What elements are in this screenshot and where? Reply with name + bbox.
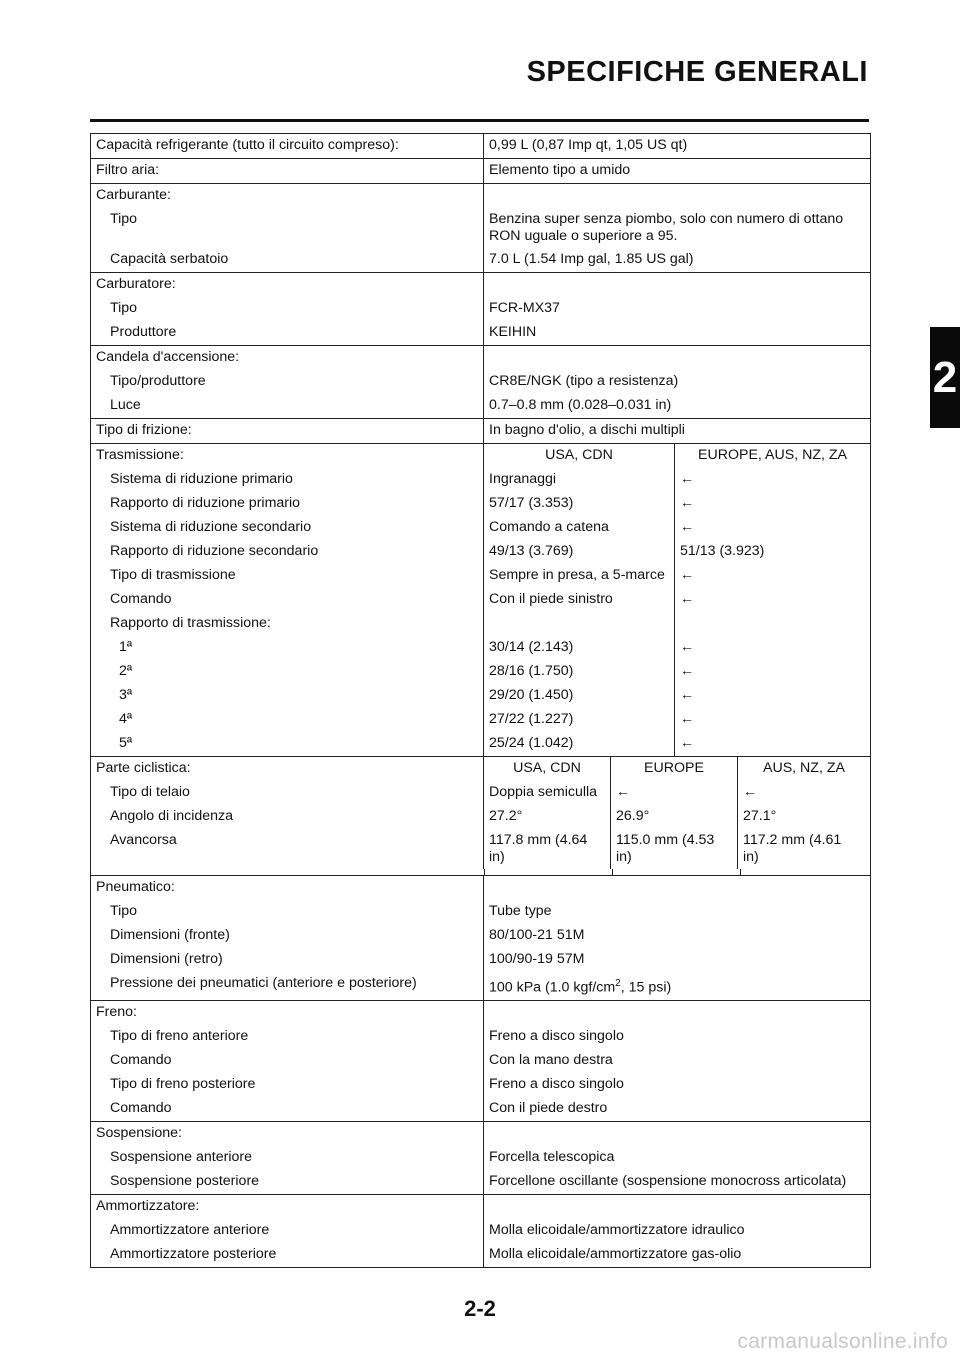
group-suspension (91, 1122, 870, 1195)
row-value (611, 829, 738, 869)
table-row (91, 612, 870, 636)
column-header: AUS, NZ, ZA (763, 760, 845, 776)
value-line: in) (743, 849, 759, 865)
chapter-tab: 2 (930, 327, 960, 428)
row-value: Con la mano destra (489, 1051, 613, 1068)
group-clutch (91, 419, 870, 444)
column-header: USA, CDN (484, 757, 611, 781)
row-label: Ammortizzatore anteriore (91, 1219, 484, 1243)
table-row (91, 636, 870, 660)
row-value: Molla elicoidale/ammortizzatore idraulico (489, 1221, 745, 1238)
row-label: Tipo di freno posteriore (91, 1073, 484, 1097)
row-value: Forcellone oscillante (sospensione monocross articolata) (489, 1172, 847, 1189)
group-transmission (91, 444, 870, 757)
table-row (91, 948, 870, 972)
group-coolant (91, 134, 870, 159)
same-as-left-arrow: ← (680, 663, 695, 679)
row-label: Rapporto di riduzione secondario (91, 540, 484, 564)
row-value: 100/90-19 57M (489, 951, 585, 967)
table-row (91, 588, 870, 612)
row-value (484, 208, 870, 248)
row-label: Sistema di riduzione secondario (91, 516, 484, 540)
group-brake (91, 1001, 870, 1122)
row-label: Tipo/produttore (91, 370, 484, 394)
group-heading: Freno: (91, 1001, 484, 1025)
value-line: 117.2 mm (4.61 (743, 832, 842, 848)
row-label: Sospensione posteriore (91, 1170, 484, 1194)
row-label: Tipo di freno anteriore (91, 1025, 484, 1049)
table-row (91, 370, 870, 394)
row-label: Tipo di telaio (91, 781, 484, 805)
table-row (91, 564, 870, 588)
row-label: Tipo di trasmissione (91, 564, 484, 588)
page-title: SPECIFICHE GENERALI (526, 56, 868, 88)
table-row (91, 1122, 870, 1146)
value-line: in) (616, 849, 632, 865)
value-line: 117.8 mm (4.64 (489, 832, 588, 848)
group-carburetor (91, 273, 870, 346)
row-value: Con il piede destro (489, 1099, 608, 1116)
same-as-left-arrow: ← (680, 639, 695, 655)
row-label: Sistema di riduzione primario (91, 468, 484, 492)
gear-label: 1ª (91, 636, 484, 660)
table-row (91, 134, 870, 158)
same-as-left-arrow: ← (680, 567, 695, 583)
same-as-left-arrow: ← (743, 784, 758, 800)
row-label: Rapporto di trasmissione: (91, 612, 484, 636)
row-label: Sospensione anteriore (91, 1146, 484, 1170)
same-as-left-arrow: ← (680, 735, 695, 751)
group-heading: Carburante: (91, 184, 484, 208)
table-row (91, 159, 870, 183)
row-label: Luce (91, 394, 484, 418)
table-row (91, 346, 870, 370)
row-value: 27.2° (484, 805, 611, 829)
title-rule (90, 119, 869, 122)
table-row (91, 1073, 870, 1097)
row-value: 0.7–0.8 mm (0.028–0.031 in) (489, 397, 672, 413)
table-row (91, 684, 870, 708)
table-row (91, 900, 870, 924)
table-row (91, 708, 870, 732)
group-chassis (91, 757, 870, 876)
table-row (91, 781, 870, 805)
table-row (91, 660, 870, 684)
row-label: Tipo (91, 900, 484, 924)
column-header: USA, CDN (484, 444, 675, 468)
row-value: 29/20 (1.450) (484, 684, 675, 708)
value-line: in) (489, 849, 505, 865)
same-as-left-arrow: ← (680, 495, 695, 511)
table-row (91, 1097, 870, 1121)
table-row (91, 1049, 870, 1073)
group-heading: Pneumatico: (91, 876, 484, 900)
table-row (91, 248, 870, 272)
same-as-left-arrow: ← (680, 711, 695, 727)
row-label: Pressione dei pneumatici (anteriore e posteriore) (91, 972, 484, 1000)
row-label: Avancorsa (91, 829, 484, 869)
row-label: Tipo (91, 208, 484, 248)
row-value: Freno a disco singolo (489, 1075, 624, 1092)
table-row (91, 394, 870, 418)
group-heading: Candela d'accensione: (91, 346, 484, 370)
table-row (91, 540, 870, 564)
table-row (91, 1146, 870, 1170)
table-row (91, 732, 870, 756)
row-label: Comando (91, 588, 484, 612)
row-label: Produttore (91, 321, 484, 345)
row-label: Capacità refrigerante (tutto il circuito compreso): (91, 134, 484, 158)
group-heading: Parte ciclistica: (91, 757, 484, 781)
table-row (91, 492, 870, 516)
row-value: 51/13 (3.923) (680, 543, 765, 559)
row-value: Elemento tipo a umido (489, 162, 631, 178)
table-row (91, 321, 870, 345)
group-heading: Trasmissione: (91, 444, 484, 468)
row-value: KEIHIN (489, 324, 537, 340)
row-label: Dimensioni (retro) (91, 948, 484, 972)
row-value: 7.0 L (1.54 Imp gal, 1.85 US gal) (489, 251, 694, 267)
table-row (91, 516, 870, 540)
row-label: Dimensioni (fronte) (91, 924, 484, 948)
row-value: 57/17 (3.353) (484, 492, 675, 516)
row-value: Freno a disco singolo (489, 1027, 624, 1044)
row-value (484, 829, 611, 869)
gear-label: 4ª (91, 708, 484, 732)
row-value: 28/16 (1.750) (484, 660, 675, 684)
group-tire (91, 876, 870, 1001)
row-label: Comando (91, 1097, 484, 1121)
table-row (91, 273, 870, 297)
row-value: Con il piede sinistro (484, 588, 675, 612)
group-heading: Ammortizzatore: (91, 1195, 484, 1219)
row-value: 49/13 (3.769) (484, 540, 675, 564)
group-heading: Carburatore: (91, 273, 484, 297)
row-value: 26.9° (611, 805, 738, 829)
table-row (91, 1243, 870, 1267)
table-row (91, 972, 870, 1000)
row-value: CR8E/NGK (tipo a resistenza) (489, 373, 679, 389)
table-row (91, 805, 870, 829)
page-number: 2-2 (464, 1296, 496, 1321)
row-value: Ingranaggi (484, 468, 675, 492)
row-value: 80/100-21 51M (489, 927, 585, 943)
table-row (91, 468, 870, 492)
row-value (738, 829, 870, 869)
row-value: Molla elicoidale/ammortizzatore gas-olio (489, 1245, 742, 1262)
group-air-filter (91, 159, 870, 184)
table-row (91, 444, 870, 468)
row-value: Comando a catena (484, 516, 675, 540)
gear-label: 3ª (91, 684, 484, 708)
row-value: Tube type (489, 903, 552, 919)
same-as-left-arrow: ← (680, 591, 695, 607)
spec-table (90, 133, 871, 1268)
table-row (91, 1195, 870, 1219)
table-row (91, 876, 870, 900)
table-row (91, 1219, 870, 1243)
value-line: RON uguale o superiore a 95. (489, 228, 678, 244)
table-row (91, 829, 870, 869)
row-label: Filtro aria: (91, 159, 484, 183)
table-row (91, 419, 870, 443)
row-label: Tipo di frizione: (91, 419, 484, 443)
row-label: Ammortizzatore posteriore (91, 1243, 484, 1267)
table-row (91, 297, 870, 321)
row-value: In bagno d'olio, a dischi multipli (489, 422, 685, 438)
row-value: 27.1° (743, 808, 777, 824)
row-label: Comando (91, 1049, 484, 1073)
row-value: 27/22 (1.227) (484, 708, 675, 732)
row-value: FCR-MX37 (489, 300, 560, 316)
row-label: Rapporto di riduzione primario (91, 492, 484, 516)
table-row (91, 208, 870, 248)
gear-label: 5ª (91, 732, 484, 756)
row-value: 0,99 L (0,87 Imp qt, 1,05 US qt) (489, 137, 688, 153)
value-line: Benzina super senza piombo, solo con numero di ottano (489, 211, 844, 227)
same-as-left-arrow: ← (680, 519, 695, 535)
table-row (91, 1025, 870, 1049)
table-row (91, 1001, 870, 1025)
row-label: Tipo (91, 297, 484, 321)
same-as-left-arrow: ← (680, 471, 695, 487)
group-fuel (91, 184, 870, 273)
column-header: EUROPE (611, 757, 738, 781)
row-value: Doppia semiculla (484, 781, 611, 805)
row-value: 30/14 (2.143) (484, 636, 675, 660)
watermark: carmanualsonline.info (737, 1330, 948, 1353)
same-as-left-arrow: ← (611, 781, 738, 805)
row-label: Capacità serbatoio (91, 248, 484, 272)
group-spark-plug (91, 346, 870, 419)
row-value: Forcella telescopica (489, 1148, 615, 1165)
group-heading: Sospensione: (91, 1122, 484, 1146)
gear-label: 2ª (91, 660, 484, 684)
table-row (91, 184, 870, 208)
row-value: Sempre in presa, a 5-marce (484, 564, 675, 588)
column-header: EUROPE, AUS, NZ, ZA (698, 447, 847, 463)
value-line: 115.0 mm (4.53 (616, 832, 715, 848)
row-value: 25/24 (1.042) (484, 732, 675, 756)
row-label: Angolo di incidenza (91, 805, 484, 829)
group-shock-absorber (91, 1195, 870, 1268)
table-row (91, 1170, 870, 1194)
table-row (91, 924, 870, 948)
table-row (91, 757, 870, 781)
same-as-left-arrow: ← (680, 687, 695, 703)
row-value: 100 kPa (1.0 kgf/$cm^2$, 15 psi) (489, 978, 672, 996)
